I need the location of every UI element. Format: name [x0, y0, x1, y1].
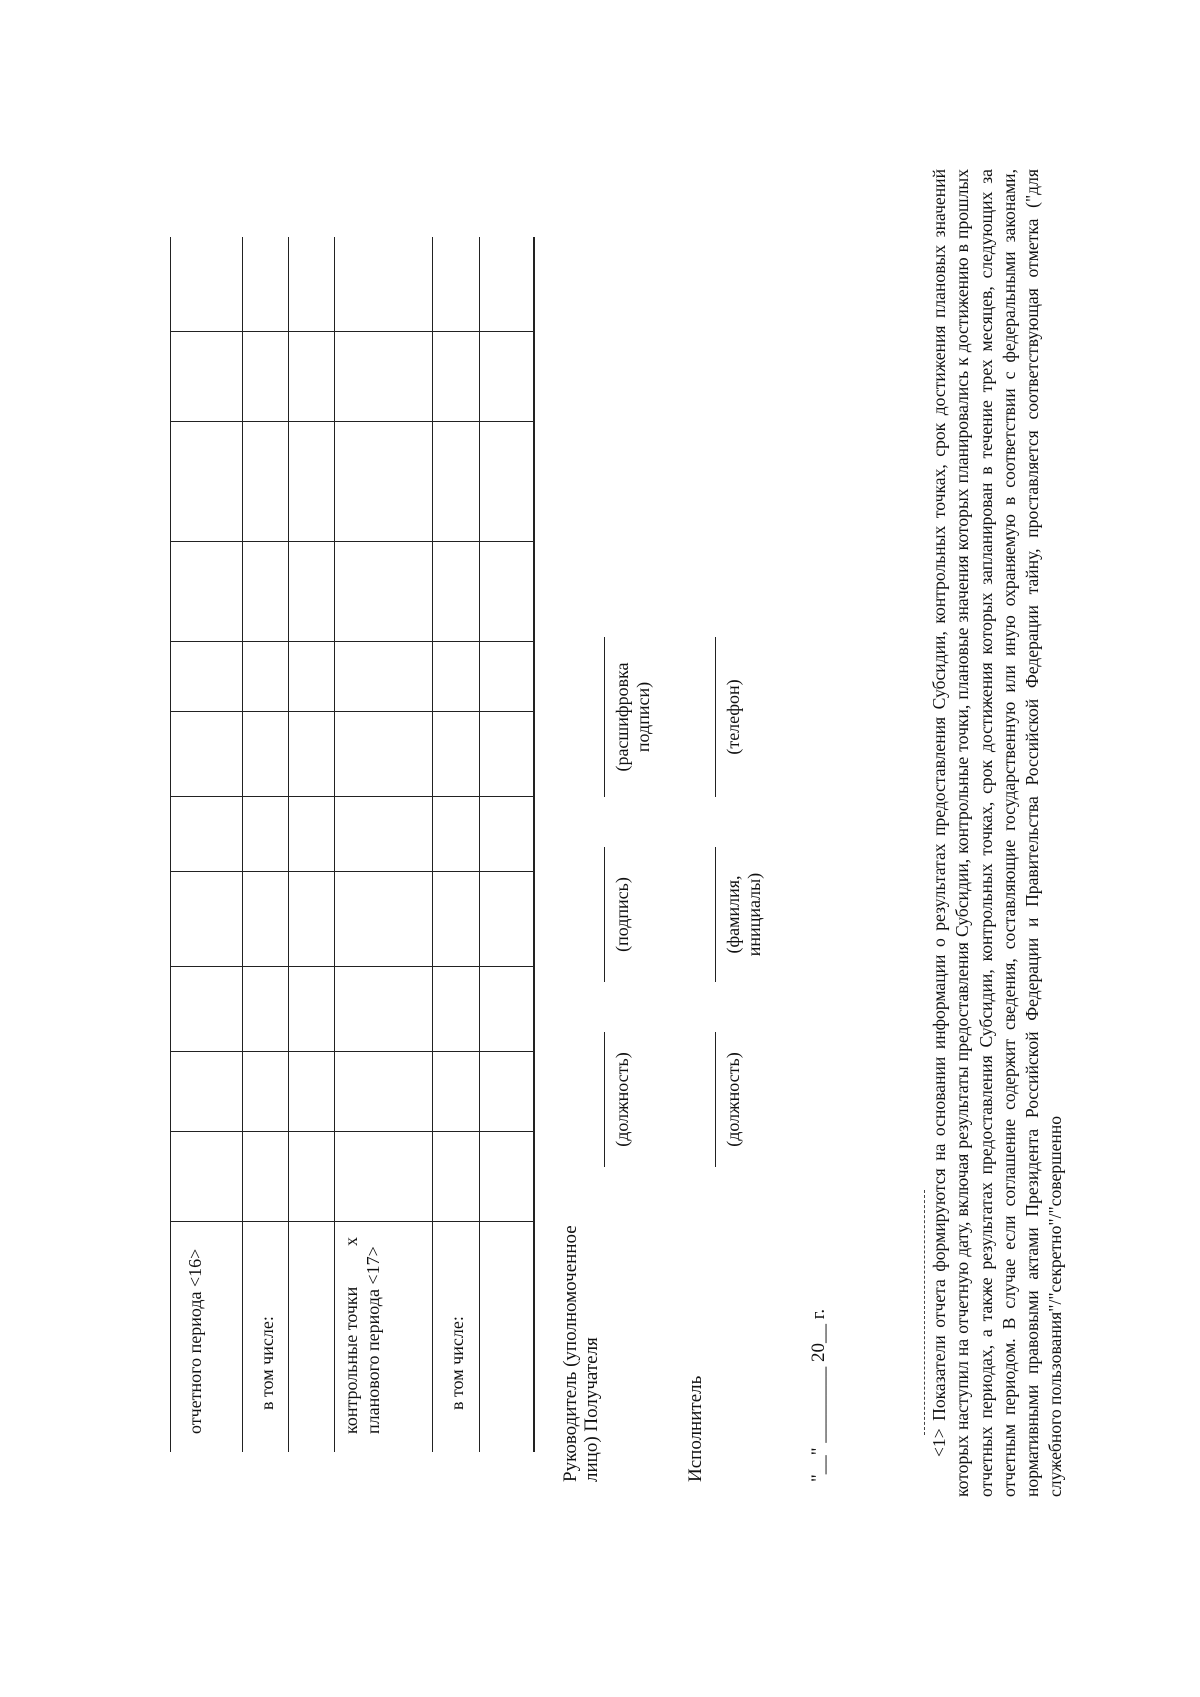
executor-name-caption: (фамилия, инициалы) [723, 872, 764, 957]
head-position-caption: (должность) [612, 1052, 632, 1147]
head-position-line[interactable] [604, 1032, 605, 1167]
date-line[interactable]: "__" ________ 20__ г. [808, 1308, 829, 1482]
row-label-reporting-period: отчетного периода <16> [185, 1248, 205, 1434]
column-separator [170, 871, 534, 872]
column-separator [170, 966, 534, 967]
head-signature-caption: (подпись) [612, 877, 632, 952]
column-separator [170, 796, 534, 797]
column-separator [170, 1051, 534, 1052]
row-separator [242, 237, 243, 1452]
row-label-including: в том числе: [447, 1316, 467, 1410]
column-separator [170, 711, 534, 712]
head-signature-line[interactable] [604, 847, 605, 982]
row-label-including: в том числе: [257, 1316, 277, 1410]
row-separator [288, 237, 289, 1452]
head-name-line[interactable] [604, 637, 605, 797]
table-border-bottom [533, 237, 535, 1452]
executor-position-caption: (должность) [723, 1052, 743, 1147]
column-separator [170, 1221, 534, 1222]
executor-phone-caption: (телефон) [723, 679, 743, 755]
executor-label: Исполнитель [685, 1375, 706, 1482]
executor-position-line[interactable] [715, 1032, 716, 1167]
row-label-control-points-planned: контрольные точки планового периода <17> [341, 1246, 383, 1434]
column-separator [170, 641, 534, 642]
results-table [170, 237, 534, 1452]
column-separator [170, 1131, 534, 1132]
column-separator [170, 541, 534, 542]
row-separator [432, 237, 433, 1452]
head-name-caption: (расшифровка подписи) [612, 662, 653, 772]
row-separator [479, 237, 480, 1452]
footnote-separator [924, 1190, 925, 1435]
head-label: Руководитель (уполномоченное лицо) Получателя [560, 1225, 602, 1482]
footnote-text: <1> Показатели отчета формируются на основании информации о результатах предоставления Субсидии, контрольных точках, срок достижения плановых значений которых наступил на отчетную дату, включая результаты предоставления Субсидии, контрольные точки, плановые значения которых планировались к достижению в прошлых отчетных периодах, а также результатах предоставления Субсидии, контрольных точках, срок достижения которых запланирован в течение трех месяцев, следующих за отчетным периодом. В случае если соглашение содержит сведения, составляющие государственную или иную охраняемую в соответствии с федеральными законами, нормативными правовыми актами Президента Российской Федерации и Правительства Российской Федерации тайну, проставляется соответствующая отметка ("для служебного пользования"/"секретно"/"совершенно [929, 169, 1066, 1497]
executor-name-line[interactable] [715, 847, 716, 982]
executor-phone-line[interactable] [715, 637, 716, 797]
column-separator [170, 421, 534, 422]
table-border-top [170, 237, 171, 1452]
row-separator [334, 237, 335, 1452]
column-separator [170, 331, 534, 332]
row-marker-x: x [341, 1237, 361, 1246]
